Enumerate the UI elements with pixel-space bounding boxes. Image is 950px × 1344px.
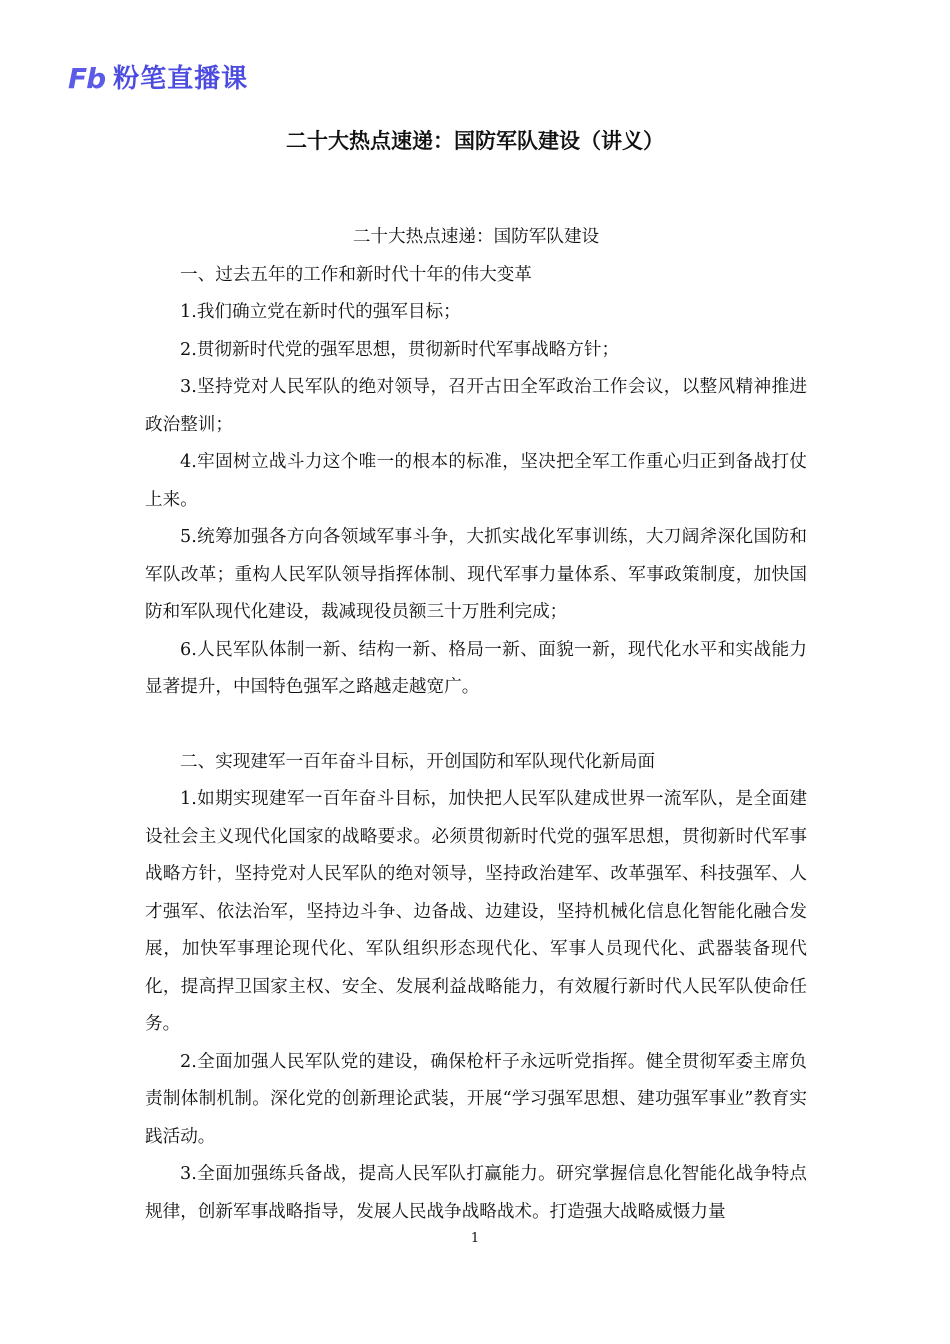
paragraph: 4.牢固树立战斗力这个唯一的根本的标准，坚决把全军工作重心归正到备战打仗上来。 [145,452,807,510]
document-body [145,219,807,1231]
paragraph: 3.全面加强练兵备战，提高人民军队打赢能力。研究掌握信息化智能化战争特点规律，创新军事战略指导，发展人民战争战略战术。打造强大战略威慑力量 [145,1164,807,1222]
paragraph: 5.统筹加强各方向各领域军事斗争，大抓实战化军事训练，大刀阔斧深化国防和军队改革；重构人民军队领导指挥体制、现代军事力量体系、军事政策制度，加快国防和军队现代化建设，裁减现役员额三十万胜利完成； [145,527,807,622]
fb-logo-icon: Fb [68,62,106,95]
brand-logo [68,62,248,96]
paragraph: 1.如期实现建军一百年奋斗目标，加快把人民军队建成世界一流军队，是全面建设社会主义现代化国家的战略要求。必须贯彻新时代党的强军思想，贯彻新时代军事战略方针，坚持党对人民军队的绝对领导，坚持政治建军、改革强军、科技强军、人才强军、依法治军，坚持边斗争、边备战、边建设，坚持机械化信息化智能化融合发展，加快军事理论现代化、军队组织形态现代化、军事人员现代化、武器装备现代化，提高捍卫国家主权、安全、发展利益战略能力，有效履行新时代人民军队使命任务。 [145,789,807,1034]
paragraph: 6.人民军队体制一新、结构一新、格局一新、面貌一新，现代化水平和实战能力显著提升，中国特色强军之路越走越宽广。 [145,639,807,697]
paragraph: 3.坚持党对人民军队的绝对领导，召开古田全军政治工作会议，以整风精神推进政治整训； [145,377,807,435]
document-title: 二十大热点速递：国防军队建设（讲义） [286,129,664,153]
page-number: 1 [470,1231,480,1246]
paragraph: 2.全面加强人民军队党的建设，确保枪杆子永远听党指挥。健全贯彻军委主席负责制体制机制。深化党的创新理论武装，开展“学习强军思想、建功强军事业”教育实践活动。 [145,1051,807,1147]
section-heading: 二、实现建军一百年奋斗目标，开创国防和军队现代化新局面 [180,751,656,772]
section-heading: 一、过去五年的工作和新时代十年的伟大变革 [180,264,532,285]
brand-name: 粉笔直播课 [113,64,249,94]
paragraph: 1.我们确立党在新时代的强军目标； [180,302,461,322]
document-subtitle: 二十大热点速递：国防军队建设 [352,227,600,247]
paragraph: 2.贯彻新时代党的强军思想，贯彻新时代军事战略方针； [180,339,620,360]
